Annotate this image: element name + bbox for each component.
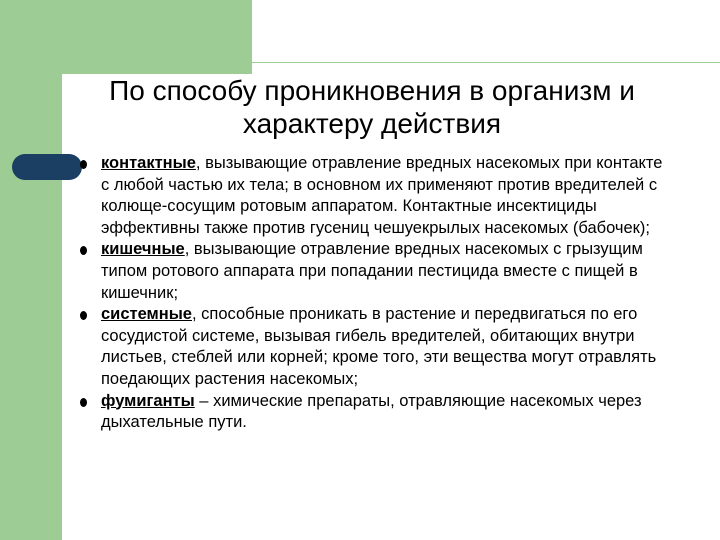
navy-accent-pill [12,154,82,180]
bullet-item-contact [78,153,668,239]
bullet-text: , вызывающие отравление вредных насекомых с грызущим типом ротового аппарата при попадании пестицида вместе с пищей в кишечник; [101,240,643,302]
bullet-text: , вызывающие отравление вредных насекомых при контакте с любой частью их тела; в основном их применяют против вредителей с колюще-сосущим ротовым аппаратом. Контактные инсектициды эффективны также против гусениц чешуекрылых насекомых (бабочек); [101,154,663,237]
bullet-dot-icon [80,246,87,255]
slide-title: По способу проникновения в организм и характеру действия [109,75,635,139]
green-side-strip [0,0,62,540]
bullet-term: системные [101,305,192,324]
bullet-term: контактные [101,154,196,172]
bullet-item-fumigants [78,391,668,434]
bullet-term: фумиганты [101,391,195,410]
bullet-dot-icon [80,311,87,320]
bullet-text: , способные проникать в растение и передвигаться по его сосудистой системе, вызывая гибель вредителей, обитающих внутри листьев, стеблей или корней; кроме того, эти вещества могут отравлять поедающих растения насекомых; [101,305,657,388]
bullet-item-intestinal [78,239,668,304]
bullet-list [78,153,668,434]
bullet-dot-icon [80,160,87,169]
bullet-item-systemic [78,304,668,390]
bullet-dot-icon [80,398,87,407]
bullet-term: кишечные [101,240,185,259]
title-divider-line [62,62,720,63]
bullet-text: – химические препараты, отравляющие насекомых через дыхательные пути. [101,391,642,432]
